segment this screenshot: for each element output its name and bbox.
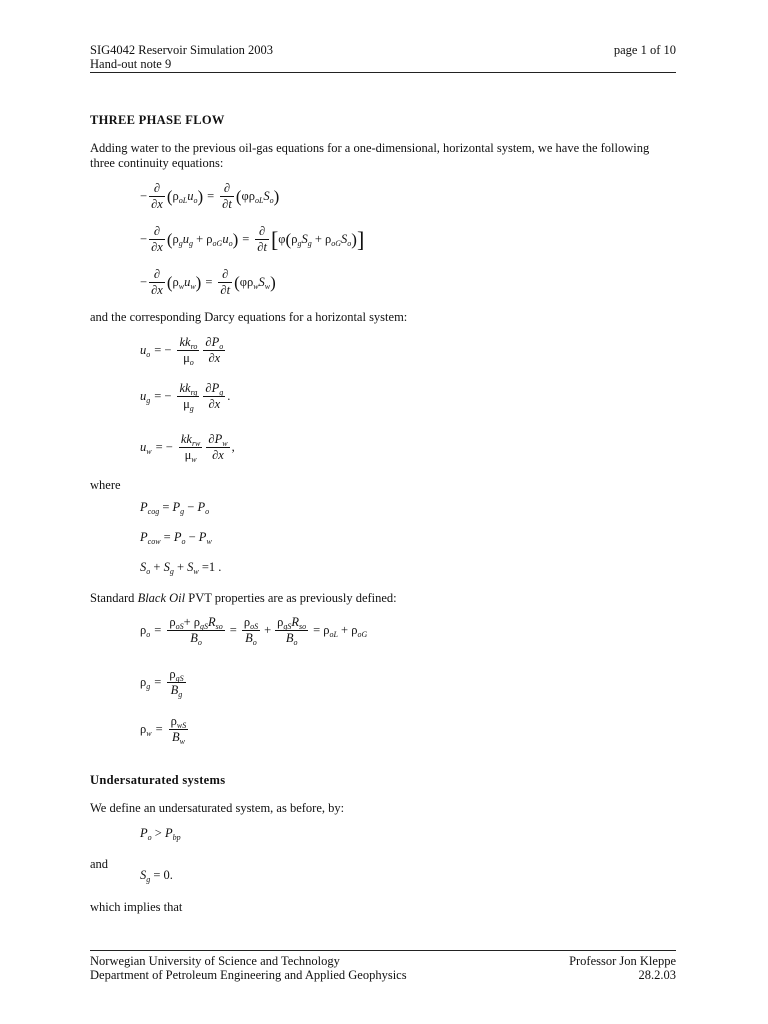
footer-university: Norwegian University of Science and Technology — [90, 954, 340, 968]
oil-density-eq: $\rho_o$ = $\frac{\rho_{oS}+ \rho_{gS}R_{so}}{B_o}$ = $\frac{\rho_{oS}}{B_o}$ + $\frac{\rho_{gS}R_{so}}{B_o}$ = $\rho_{oL} + \rho_{oG}$ — [140, 615, 368, 647]
bubble-point-eq: $P_o > P_{bp}$ — [140, 826, 181, 842]
footer-date: 28.2.03 — [638, 968, 676, 982]
intro-line-1: Adding water to the previous oil-gas equations for a one-dimensional, horizontal system, we have the following — [90, 141, 650, 155]
header-rule — [90, 72, 676, 73]
footer-author: Professor Jon Kleppe — [569, 954, 676, 968]
darcy-eq-oil: $u_o$ = − $\frac{kk_{ro}}{\mu_o}$ $\frac{\partial P_o}{\partial x}$ — [140, 335, 224, 367]
header-course: SIG4042 Reservoir Simulation 2003 — [90, 43, 273, 57]
footer-department: Department of Petroleum Engineering and Applied Geophysics — [90, 968, 407, 982]
darcy-intro: and the corresponding Darcy equations for a horizontal system: — [90, 310, 408, 324]
capillary-eq-ow: $P_{cow} = P_o - P_w$ — [140, 530, 212, 546]
section-title: THREE PHASE FLOW — [90, 113, 225, 127]
water-density-eq: $\rho_w$ = $\frac{\rho_{wS}}{B_w}$ — [140, 714, 187, 746]
continuity-eq-gas: − $\frac{\partial}{\partial x}$ ( $\rho_gu_g + \rho_{oG}u_o$ ) = $\frac{\partial}{\partial t}$ [ φ ( $\rho_gS_g + \rho_{oG}S_o$ ) ] — [140, 224, 365, 254]
darcy-eq-water: $u_w$ = − $\frac{kk_{rw}}{\mu_w}$ $\frac{\partial P_w}{\partial x}$ , — [140, 432, 235, 464]
darcy-eq-gas: $u_g$ = − $\frac{kk_{rg}}{\mu_g}$ $\frac{\partial P_g}{\partial x}$ . — [140, 381, 231, 413]
intro-line-2: three continuity equations: — [90, 156, 224, 170]
undersaturated-intro: We define an undersaturated system, as before, by: — [90, 801, 345, 815]
capillary-eq-og: $P_{cog} = P_g - P_o$ — [140, 500, 210, 516]
where-label: where — [90, 478, 121, 492]
continuity-eq-oil: − $\frac{\partial}{\partial x}$ ( $\rho_{oL}u_o$ ) = $\frac{\partial}{\partial t}$ ( $\varphi\rho_{oL}S_o$ ) — [140, 181, 280, 211]
gas-density-eq: $\rho_g$ = $\frac{\rho_{gS}}{B_g}$ — [140, 667, 184, 699]
header-note: Hand-out note 9 — [90, 57, 172, 71]
black-oil-sentence: Standard Black Oil PVT properties are as previously defined: — [90, 591, 397, 605]
continuity-eq-water: − $\frac{\partial}{\partial x}$ ( $\rho_wu_w$ ) = $\frac{\partial}{\partial t}$ ( $\varphi\rho_wS_w$ ) — [140, 267, 276, 297]
gas-saturation-zero-eq: $S_g = 0$. — [140, 868, 173, 884]
header-page-number: page 1 of 10 — [613, 43, 676, 57]
saturation-sum-eq: $S_o + S_g + S_w =1$ . — [140, 560, 222, 576]
subsection-title: Undersaturated systems — [90, 773, 226, 787]
footer-rule — [90, 950, 676, 951]
and-label: and — [90, 857, 109, 871]
implies-label: which implies that — [90, 900, 183, 914]
